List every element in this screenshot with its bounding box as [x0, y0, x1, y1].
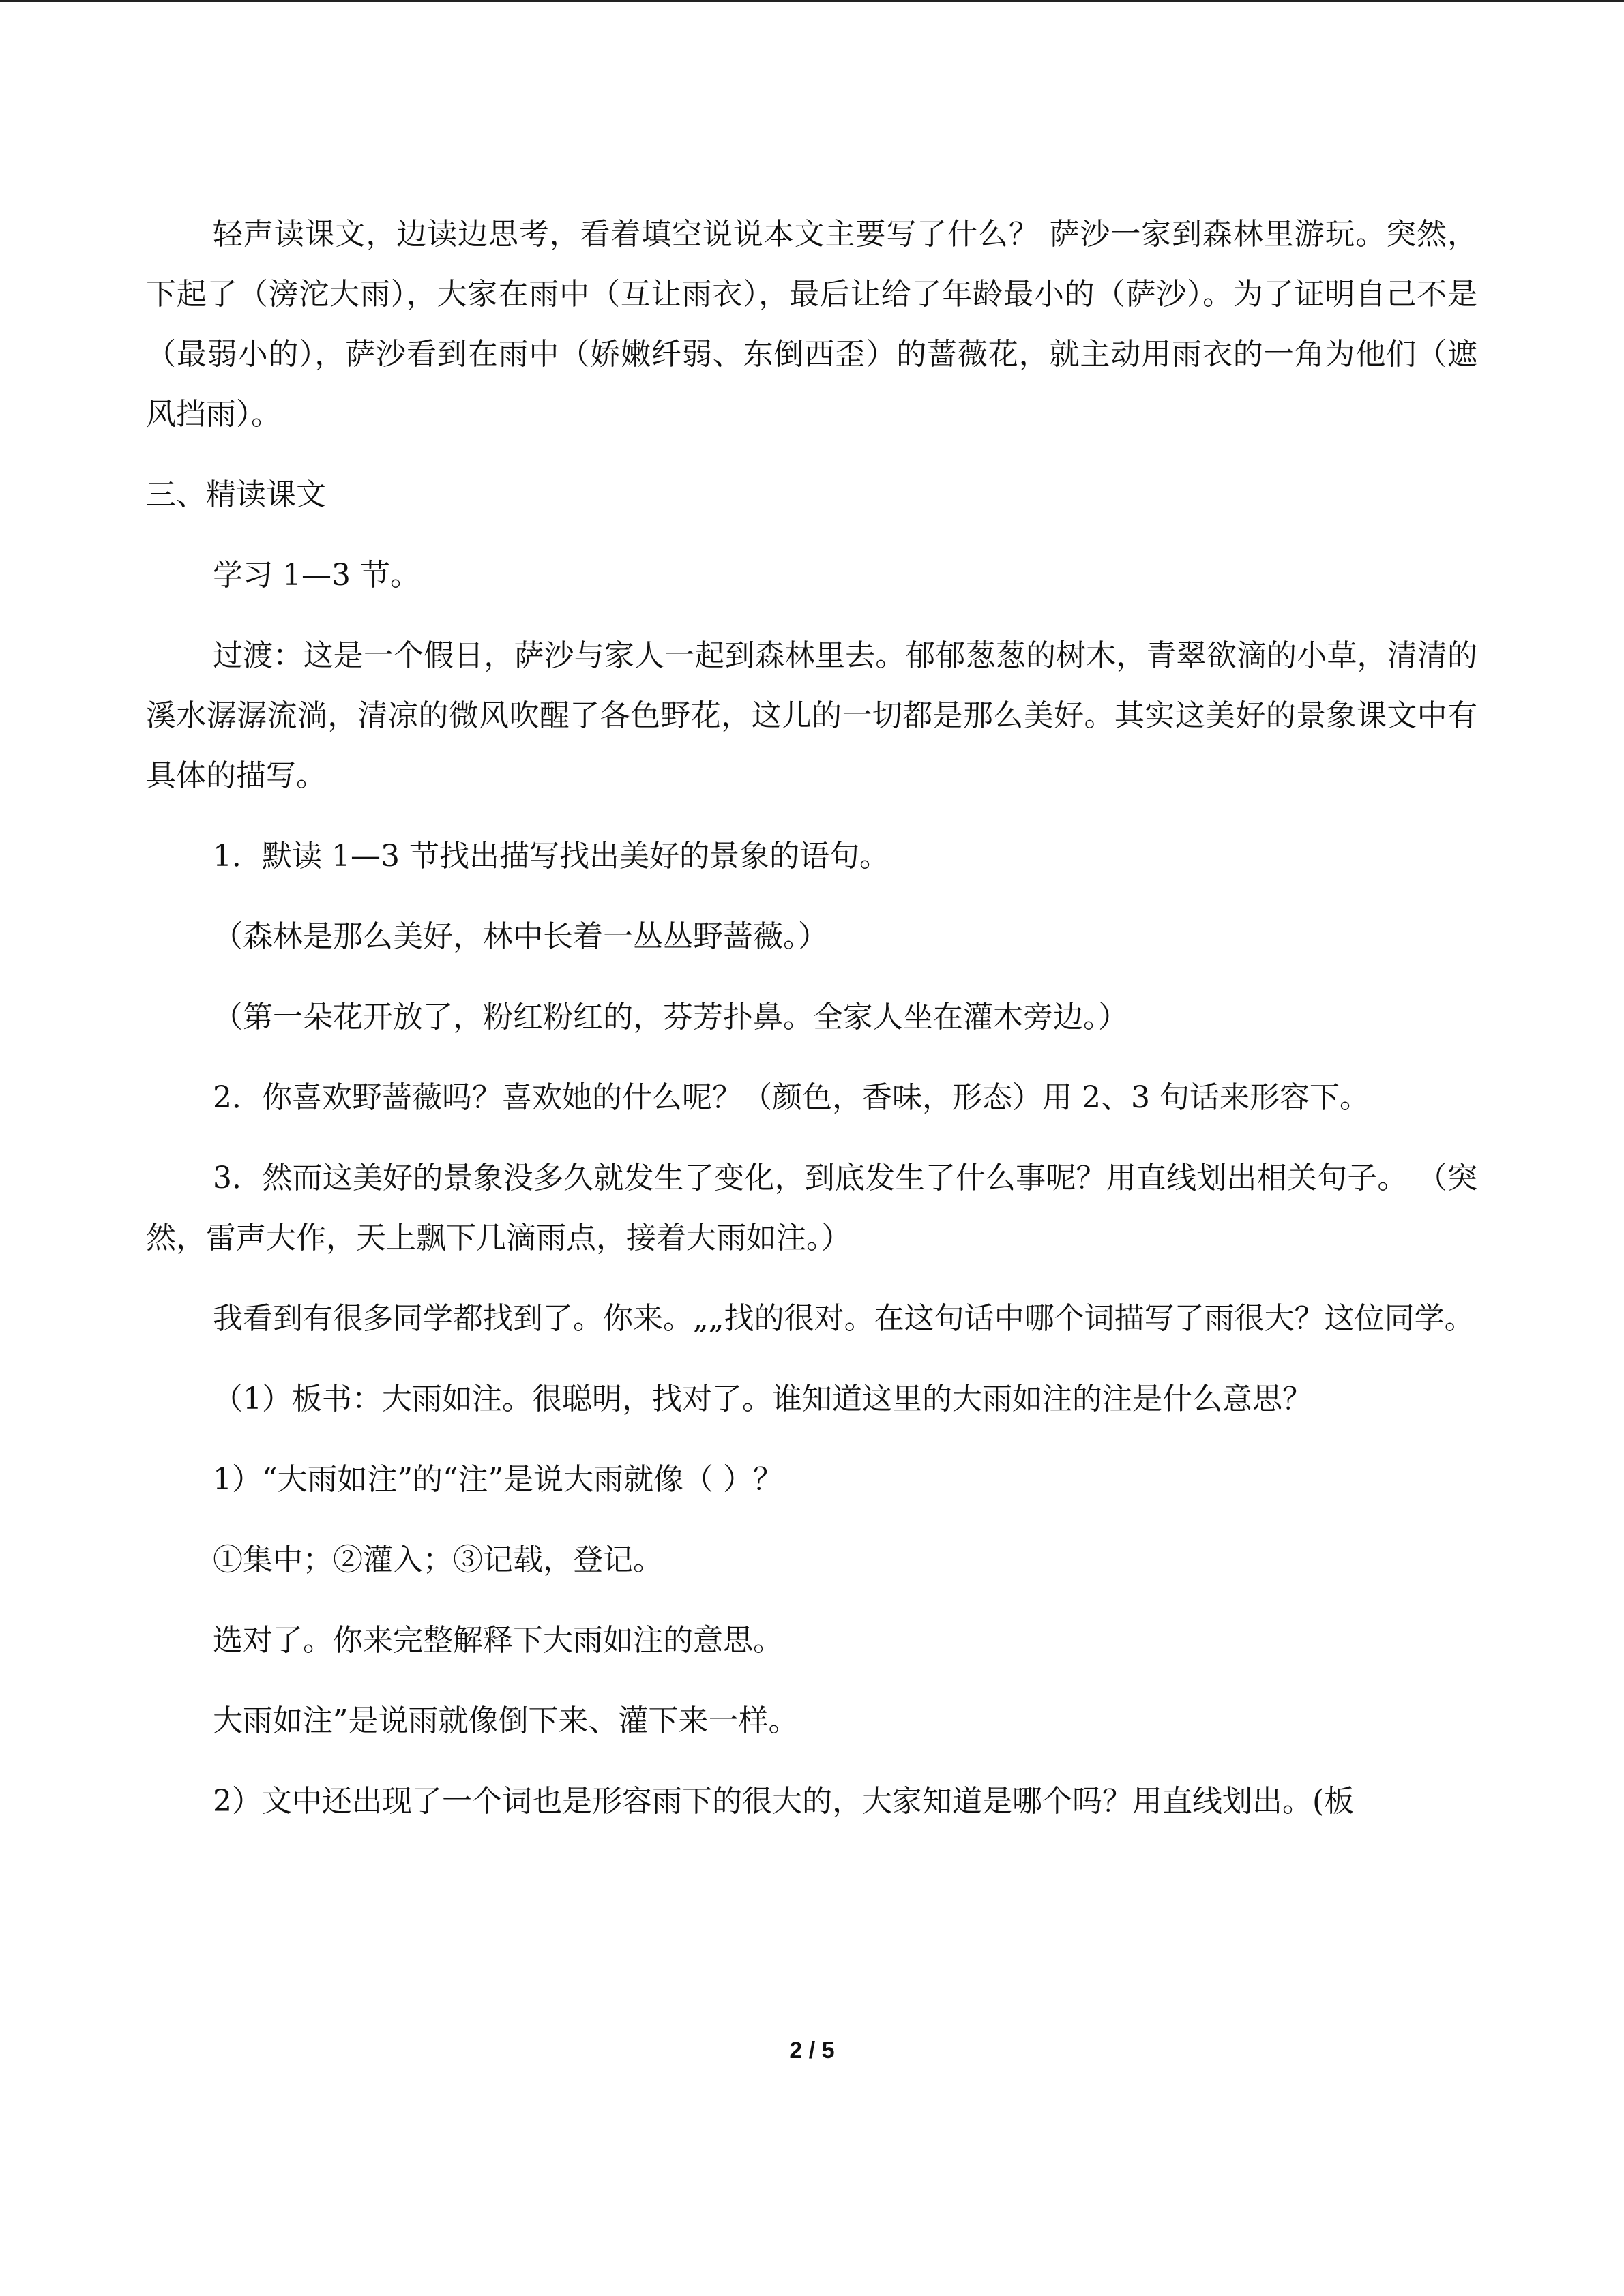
paragraph-task-1: 1．默读 1—3 节找出描写找出美好的景象的语句。 [213, 839, 889, 874]
paragraph-feedback: 选对了。你来完整解释下大雨如注的意思。 [213, 1623, 783, 1658]
paragraph-explanation: 大雨如注”是说雨就像倒下来、灌下来一样。 [213, 1703, 799, 1738]
paragraph-summary: 轻声读课文，边读边思考，看着填空说说本文主要写了什么？ 萨沙一家到森林里游玩。突然，下起了（滂沱大雨），大家在雨中（互让雨衣），最后让给了年龄最小的（萨沙）。为了证明自己不是（最弱小的），萨沙看到在雨中（娇嫩纤弱、东倒西歪）的蔷薇花，就主动用雨衣的一角为他们（遮风挡雨）。 [146, 217, 1477, 432]
page-number: 2 / 5 [789, 2038, 835, 2063]
paragraph-options: ①集中；②灌入；③记载，登记。 [213, 1542, 663, 1577]
paragraph-study-sections: 学习 1—3 节。 [213, 558, 420, 593]
section-heading-close-reading: 三、精读课文 [146, 477, 326, 512]
paragraph-answer-forest: （森林是那么美好，林中长着一丛丛野蔷薇。） [213, 919, 828, 954]
paragraph-question-2: 2）文中还出现了一个词也是形容雨下的很大的，大家知道是哪个吗？用直线划出。(板 [213, 1784, 1355, 1819]
paragraph-task-2: 2．你喜欢野蔷薇吗？喜欢她的什么呢？（颜色，香味，形态）用 2、3 句话来形容下。 [213, 1080, 1370, 1115]
paragraph-blackboard-1: （1）板书：大雨如注。很聪明，找对了。谁知道这里的大雨如注的注是什么意思？ [213, 1382, 1312, 1416]
paragraph-transition: 过渡：这是一个假日，萨沙与家人一起到森林里去。郁郁葱葱的树木，青翠欲滴的小草，清清的溪水潺潺流淌，清凉的微风吹醒了各色野花，这儿的一切都是那么美好。其实这美好的景象课文中有具体的描写。 [146, 638, 1477, 793]
paragraph-answer-flower: （第一朵花开放了，粉红粉红的，芬芳扑鼻。全家人坐在灌木旁边。） [213, 1000, 1128, 1034]
top-border-line [0, 0, 1624, 2]
paragraph-question-1: 1）“大雨如注”的“注”是说大雨就像（ ）？ [213, 1462, 783, 1497]
paragraph-discussion: 我看到有很多同学都找到了。你来。„„找的很对。在这句话中哪个词描写了雨很大？这位同学。 [213, 1301, 1475, 1336]
paragraph-task-3: 3．然而这美好的景象没多久就发生了变化，到底发生了什么事呢？用直线划出相关句子。 （突然，雷声大作，天上飘下几滴雨点，接着大雨如注。） [146, 1161, 1477, 1255]
document-page [146, 205, 1477, 1832]
